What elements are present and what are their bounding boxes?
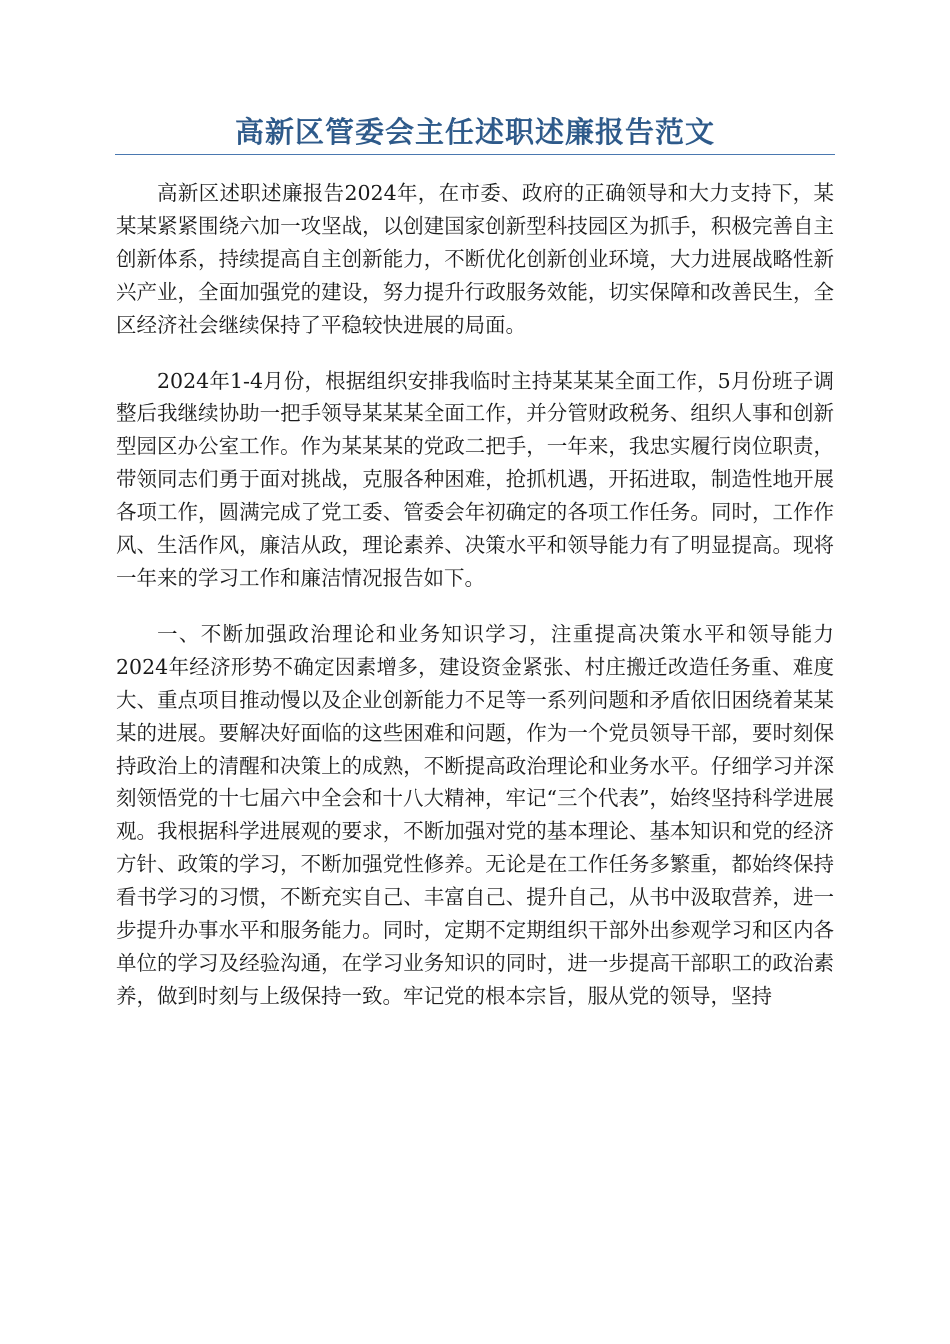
paragraph-intro: 高新区述职述廉报告2024年，在市委、政府的正确领导和大力支持下，某某某紧紧围绕六加一攻坚战，以创建国家创新型科技园区为抓手，积极完善自主创新体系，持续提高自主创新能力，不断优化创新创业环境，大力进展战略性新兴产业，全面加强党的建设，努力提升行政服务效能，切实保障和改善民生，全区经济社会继续保持了平稳较快进展的局面。 — [116, 181, 834, 337]
paragraph-work-summary: 2024年1-4月份，根据组织安排我临时主持某某某全面工作，5月份班子调整后我继续协助一把手领导某某某全面工作，并分管财政税务、组织人事和创新型园区办公室工作。作为某某某的党政二把手，一年来，我忠实履行岗位职责，带领同志们勇于面对挑战，克服各种困难，抢抓机遇，开拓进取，制造性地开展各项工作，圆满完成了党工委、管委会年初确定的各项工作任务。同时，工作作风、生活作风，廉洁从政，理论素养、决策水平和领导能力有了明显提高。现将一年来的学习工作和廉洁情况报告如下。 — [116, 368, 834, 590]
document-body — [116, 177, 834, 1036]
paragraph-section-one: 一、不断加强政治理论和业务知识学习，注重提高决策水平和领导能力2024年经济形势不确定因素增多，建设资金紧张、村庄搬迁改造任务重、难度大、重点项目推动慢以及企业创新能力不足等一系列问题和矛盾依旧困绕着某某某的进展。要解决好面临的这些困难和问题，作为一个党员领导干部，要时刻保持政治上的清醒和决策上的成熟，不断提高政治理论和业务水平。仔细学习并深刻领悟党的十七届六中全会和十八大精神，牢记“三个代表”，始终坚持科学进展观。我根据科学进展观的要求，不断加强对党的基本理论、基本知识和党的经济方针、政策的学习，不断加强党性修养。无论是在工作任务多繁重，都始终保持看书学习的习惯，不断充实自己、丰富自己、提升自己，从书中汲取营养，进一步提升办事水平和服务能力。同时，定期不定期组织干部外出参观学习和区内各单位的学习及经验沟通，在学习业务知识的同时，进一步提高干部职工的政治素养，做到时刻与上级保持一致。牢记党的根本宗旨，服从党的领导，坚持 — [116, 621, 834, 1008]
title-underline — [115, 154, 835, 155]
document-title: 高新区管委会主任述职述廉报告范文 — [234, 115, 715, 149]
